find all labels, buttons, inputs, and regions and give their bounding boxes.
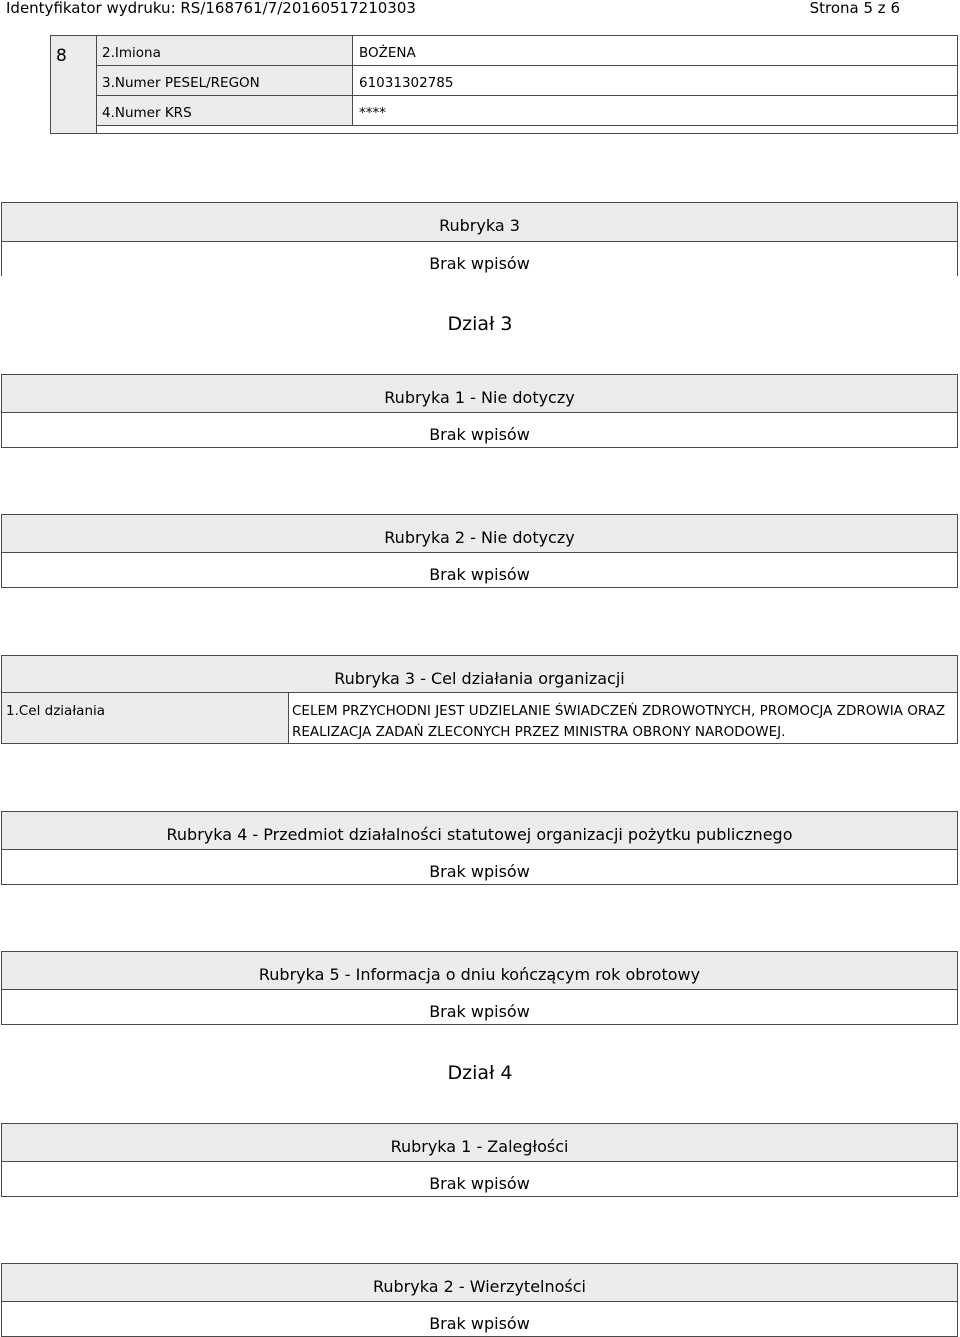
rubryka-1-title: Rubryka 1 - Nie dotyczy <box>384 388 575 407</box>
rubryka-4-box <box>1 811 958 885</box>
person-number-cell <box>51 36 97 133</box>
person-number: 8 <box>56 46 67 66</box>
rubryka-5-box <box>1 951 958 1025</box>
page-number: Strona 5 z 6 <box>809 0 900 17</box>
rubryka-2-content: Brak wpisów <box>429 565 530 584</box>
cel-dzialania-value-line-1: CELEM PRZYCHODNI JEST UDZIELANIE ŚWIADCZEŃ ZDROWOTNYCH, PROMOCJA ZDROWIA ORAZ <box>292 703 946 719</box>
rubryka-1-zaleglosci-title: Rubryka 1 - Zaległości <box>390 1137 569 1156</box>
rubryka-2-wierzytelnosci-content: Brak wpisów <box>429 1314 530 1333</box>
rubryka-2-wierzytelnosci-box <box>1 1263 958 1337</box>
rubryka-5-content: Brak wpisów <box>429 1002 530 1021</box>
person-label-pesel: 3.Numer PESEL/REGON <box>102 75 260 91</box>
person-label-krs: 4.Numer KRS <box>102 105 192 121</box>
rubryka-3-cel-title: Rubryka 3 - Cel działania organizacji <box>334 669 625 688</box>
person-value-krs: **** <box>359 105 386 121</box>
rubryka-3-cel-box <box>1 655 958 744</box>
rubryka-3-content: Brak wpisów <box>429 254 530 273</box>
rubryka-1-zaleglosci-box <box>1 1123 958 1197</box>
person-table <box>50 35 958 134</box>
rubryka-1-zaleglosci-content: Brak wpisów <box>429 1174 530 1193</box>
dzial-3-heading: Dział 3 <box>447 313 513 335</box>
rubryka-3-box <box>1 202 958 276</box>
rubryka-2-title: Rubryka 2 - Nie dotyczy <box>384 528 575 547</box>
rubryka-1-content: Brak wpisów <box>429 425 530 444</box>
rubryka-4-content: Brak wpisów <box>429 862 530 881</box>
rubryka-2-box <box>1 514 958 588</box>
rubryka-1-box <box>1 374 958 448</box>
person-value-imiona: BOŻENA <box>359 45 416 61</box>
person-value-pesel: 61031302785 <box>359 75 454 91</box>
person-label-imiona: 2.Imiona <box>102 45 161 61</box>
rubryka-4-title: Rubryka 4 - Przedmiot działalności statutowej organizacji pożytku publicznego <box>166 825 793 844</box>
cel-dzialania-value-line-2: REALIZACJA ZADAŃ ZLECONYCH PRZEZ MINISTRA OBRONY NARODOWEJ. <box>292 724 786 740</box>
print-identifier: Identyfikator wydruku: RS/168761/7/20160517210303 <box>6 0 416 17</box>
dzial-4-heading: Dział 4 <box>447 1062 513 1084</box>
cel-dzialania-label: 1.Cel działania <box>6 703 106 719</box>
rubryka-2-wierzytelnosci-title: Rubryka 2 - Wierzytelności <box>372 1277 586 1296</box>
rubryka-3-title: Rubryka 3 <box>439 216 520 235</box>
rubryka-5-title: Rubryka 5 - Informacja o dniu kończącym rok obrotowy <box>258 965 701 984</box>
